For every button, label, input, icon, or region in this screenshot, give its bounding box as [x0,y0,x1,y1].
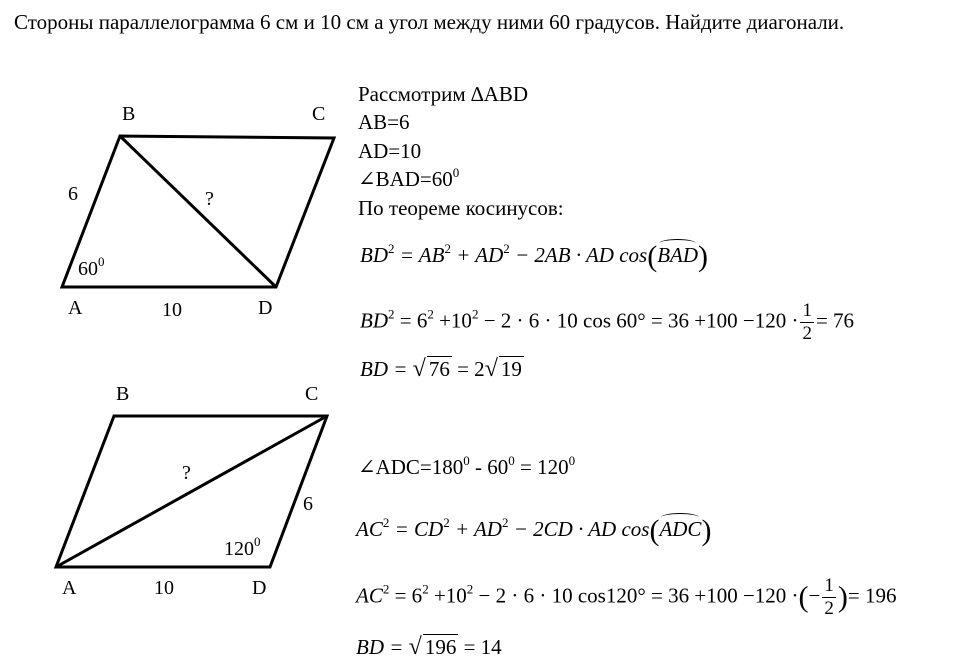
formula-result-bd: BD = √ 76 = 2√ 19 [360,356,522,382]
given-ab: AB=6 [358,110,410,134]
angle-a-label: $60^0$ [78,254,105,280]
vertex-b2-label: B [116,383,130,405]
problem-statement: Стороны параллелограмма 6 см и 10 см а угол между ними 60 градусов. Найдите диагонали. [14,10,845,34]
formula-substitution-ac: $AC^2 = 6^2 +10^2 - 2 \cdot 6 \cdot 10$ cos120° = 36 +100 −120 ·(− $\frac{1}{2}$ )= 196 [356,575,897,619]
side-cd-label: 6 [303,493,313,515]
side-ad-label: 10 [162,299,182,321]
diagonal-bd [120,136,276,287]
side-ad2-label: 10 [154,577,174,599]
formula-cosine-bd: $BD^2 = AB^2 + AD^2 - 2AB$ · AD cos(BAD) [360,240,709,273]
given-angle: $\angle BAD=60^0$ [358,165,460,191]
vertex-b-label: B [122,103,136,125]
theorem-text: По теореме косинусов: [358,196,564,220]
vertex-d2-label: D [252,577,267,599]
unknown-bd-label: ? [205,188,214,210]
consider-triangle: Рассмотрим ∆ABD [358,82,529,106]
formula-result-ac: BD = √ 196 = 14 [356,634,502,660]
unknown-ac-label: ? [182,462,191,484]
vertex-a-label: A [68,297,83,319]
side-ab-label: 6 [68,183,78,205]
formula-cosine-ac: $AC^2 = CD^2 + AD^2 - 2CD$ · AD cos(ADC) [356,514,712,547]
parallelogram-2-sides [56,416,327,567]
vertex-c2-label: C [305,383,319,405]
diagonal-ac [56,416,327,567]
vertex-a2-label: A [62,577,77,599]
formula-substitution-bd: $BD^2 = 6^2 +10^2 - 2 \cdot 6 \cdot 10$ cos 60° = 36 +100 −120 · $\frac{1}{2}$ = 76 [360,300,855,344]
angle-adc: $\angle ADC=180^0 - 60^0 = 120^0$ [358,453,576,479]
vertex-c-label: C [312,103,326,125]
vertex-d-label: D [258,297,273,319]
given-ad: AD=10 [358,139,422,163]
angle-d-label: $120^0$ [224,534,261,560]
